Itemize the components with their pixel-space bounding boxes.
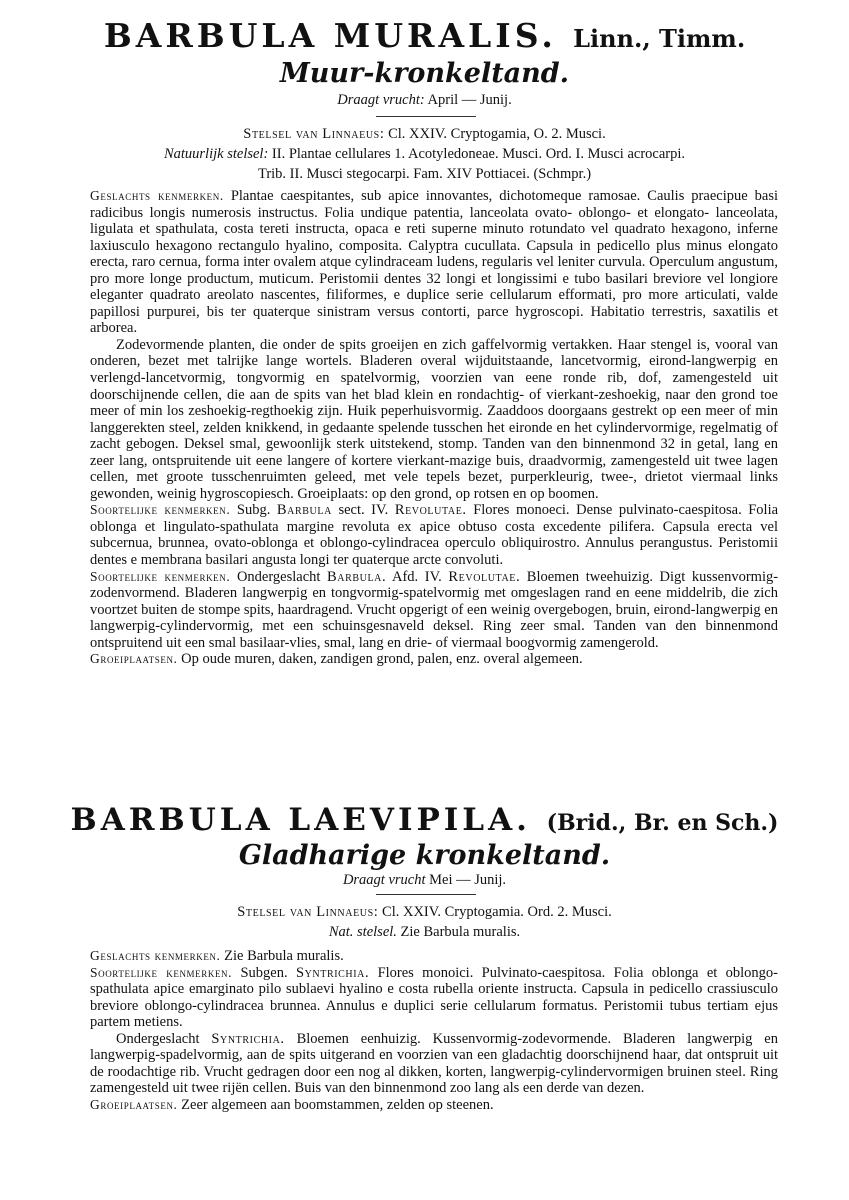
species-1-fruit-value: April — Junij. — [427, 92, 512, 108]
species-1-authors: Linn., Timm. — [573, 24, 746, 53]
species-1-habitat-text: Op oude muren, daken, zandigen grond, palen, enz. overal algemeen. — [181, 651, 583, 668]
species-1-species-section: sect. IV. — [338, 502, 389, 519]
species-1-genus-paragraph — [90, 188, 778, 337]
species-1-species-text: Flores monoeci. Dense pulvinato-caespitosa. Folia oblonga et lingulato-spathulata margine revoluta ex apice obtuso costa excedente pilifera. Capsula erecta vel subcernua, brunnea, ovato-oblonga et oblongo-cylindracea operculo obliquirostro. Annulus perangustus. Peristomii dentes e membrana basilari angusta longi ter quaterque arcte convoluti. — [90, 502, 779, 569]
species-1-habitat-paragraph — [90, 651, 778, 668]
species-2-species-paragraph — [90, 965, 778, 1031]
species-2-natural-system-line — [0, 924, 849, 941]
species-2-linnaeus-value: Cl. XXIV. Cryptogamia. Ord. 2. Musci. — [382, 904, 612, 920]
species-2-genus-paragraph — [90, 948, 778, 965]
species-1-fruit-line — [0, 92, 849, 109]
species-2-linnaeus-line — [0, 904, 849, 921]
species-1-linnaeus-label: Stelsel van Linnaeus: — [243, 126, 385, 142]
species-2-habitat-paragraph — [90, 1097, 778, 1114]
species-2-species-subgenus-name: Syntrichia. — [295, 964, 370, 981]
species-2-genus-label: Geslachts kenmerken. — [90, 948, 221, 963]
species-1-natural-value: II. Plantae cellulares 1. Acotyledoneae. Musci. Ord. I. Musci acrocarpi. — [271, 146, 686, 162]
species-1-genus-label: Geslachts kenmerken. — [90, 188, 224, 203]
species-1-dutch-subgenus-name: Barbula. — [327, 568, 387, 585]
species-2-title — [0, 802, 849, 838]
species-1-dutch-name: Muur-kronkeltand. — [279, 58, 570, 89]
species-2-dutch-subgenus: Ondergeslacht — [116, 1030, 200, 1047]
species-1-body — [90, 188, 778, 668]
species-1-genus-dutch-paragraph: Zodevormende planten, die onder de spits groeijen en zich gaffelvormig vertakken. Haar stengel is, vooral van onderen, bezet met talrijke lange wortels. Bladeren overal wijduitstaande, lancetvormig, eirond-langwerpig en verlengd-lancetvormig, tongvormig en spatelvormig, voorzien van eene ronde rib, dof, zamengesteld uit doorschijnende cellen, die aan de spits van het blad klein en rondachtig- of vierkant-zeshoekig, naar den grond toe meer of min los zeshoekig-regthoekig zijn. Huik peperhuisvormig. Zaaddoos doorgaans gestrekt op een meer of min langgerekten steel, zelden knikkend, in gedaante spelende tusschen het eironde en het cylindervormige, regelmatig of zacht gebogen. Deksel smal, gewoonlijk sterk uitstekend, stomp. Tanden van den binnenmond 32 in getal, lang en zeer lang, ontspruitende uit eene langere of kortere vierkant-mazige buis, draadvormig, zamengesteld uit twee lagen cellen, met groote tusschenruimten geleed, met vele tepels bezet, purperkleurig, twee-, drietot viermaal links gewonden, weinig hygroscopiesch. Groeiplaats: op den grond, op rotsen en op boomen. — [90, 336, 778, 502]
species-2-habitat-text: Zeer algemeen aan boomstammen, zelden op steenen. — [181, 1096, 494, 1113]
species-2-latin-name: BARBULA LAEVIPILA. — [70, 802, 531, 838]
species-1-species-label: Soortelijke kenmerken. — [90, 502, 231, 518]
species-1-genus-text: Plantae caespitantes, sub apice innovantes, dichotomeque ramosae. Caulis praecipue basi radicibus longis numerosis instructus. Folia undique patentia, lanceolata ovato- oblongo- et elongato- lanceolata, ligulata et spathulata, costa tereti instructa, opaca e reti superne minuto rotundato vel quadrato hexagono, inferne laxiusculo hexagono rectangulo hyalino, composita. Calyptra cucullata. Capsula in pedicello plus minus elongato erecta, raro cernua, forma inter ovalem atque cylindraceam ludens, regularis vel leniter curvula. Operculum angustum, pro more longe productum, muticum. Peristomii dentes 32 longi et longissimi e tubo basilari breviore vel longiore eleganter quadrato areolato nascentes, filiformes, e duplice serie cellularum efformati, pro more articulati, valde papillosi purpurei, bis ter quaterque sinistram versus contorti, parce hygroscopi. Habitatio terrestris, saxatilis et arborea. — [90, 188, 778, 337]
species-1-fruit-label: Draagt vrucht: — [337, 92, 425, 108]
species-1-species-subgenus-name: Barbula — [276, 502, 332, 519]
species-2-natural-label: Nat. stelsel. — [328, 924, 397, 940]
species-2-genus-text: Zie Barbula muralis. — [224, 948, 344, 964]
species-1-linnaeus-line — [0, 126, 849, 143]
species-2-dutch-subgenus-name: Syntrichia. — [211, 1030, 285, 1047]
species-1-species-paragraph — [90, 502, 778, 568]
species-2-species-subgenus: Subgen. — [240, 964, 288, 981]
species-2-dutch-paragraph — [90, 1031, 778, 1097]
species-2-dutch-name: Gladharige kronkeltand. — [238, 840, 611, 871]
species-2-natural-value: Zie Barbula muralis. — [400, 924, 521, 940]
species-1-title — [0, 16, 849, 56]
species-2-body — [90, 948, 778, 1113]
species-2-dutch-text: Bloemen eenhuizig. Kussenvormig-zodevormende. Bladeren langwerpig en langwerpig-spadelvormig, aan de spits uitgerand en voorzien van een gladachtig doorschijnend haar, dat ontspruit uit de roodachtige rib. Vrucht gedragen door een nog al dikken, korten, langwerpig-cylindervormigen bruinen steel. Ring zamengesteld uit twee rijën cellen. Buis van den binnenmond zoo lang als een derde van dezen. — [90, 1030, 778, 1097]
species-1-dutch-section: Afd. IV. — [392, 568, 442, 585]
species-2-linnaeus-label: Stelsel van Linnaeus: — [237, 904, 379, 920]
species-2-habitat-label: Groeiplaatsen. — [90, 1096, 178, 1112]
species-1-species-section-name: Revolutae. — [394, 502, 467, 519]
species-2-fruit-line — [0, 872, 849, 889]
species-2-authors: (Brid., Br. en Sch.) — [546, 810, 779, 836]
species-1-species-subgenus: Subg. — [236, 502, 271, 519]
species-1-tribe-line: Trib. II. Musci stegocarpi. Fam. XIV Pottiacei. (Schmpr.) — [257, 166, 592, 182]
species-1-species-dutch-label: Soortelijke kenmerken. — [90, 568, 231, 584]
species-2-divider — [376, 894, 476, 895]
species-1-habitat-label: Groeiplaatsen. — [90, 651, 178, 667]
species-2-species-label: Soortelijke kenmerken. — [90, 964, 233, 980]
species-2-species-text: Flores monoici. Pulvinato-caespitosa. Folia oblonga et oblongo-spathulata apice emarginato pilo sublaevi hyalino e costa rubella oriente instructa. Capsula in pedicello crassiusculo breviore oblongo-cylindracea brunnea. Annulus e duplici serie cellularum formatus. Peristomii tubus tertiam ejus partem metiens. — [90, 964, 778, 1031]
species-1-dutch-text: Bloemen tweehuizig. Digt kussenvormig-zodenvormend. Bladeren langwerpig en tongvormig-spatelvormig met omgeslagen rand en eene middelrib, die zich voortzet buiten de stompe spits, haardragend. Vrucht opgerigt of een weinig overgebogen, bruin, eirond-langwerpig en langwerpig-cylindervormig, met een schuinsgesnaveld deksel. Ring zeer smal. Tanden van den binnenmond ontspruitend uit een smal basilaar-vlies, smal, lang en drie- of viermaal boogvormig zamengerold. — [90, 568, 779, 651]
species-2-fruit-label: Draagt vrucht — [342, 872, 426, 888]
species-1-natural-label: Natuurlijk stelsel: — [163, 146, 269, 162]
species-1-divider — [376, 116, 476, 117]
species-1-linnaeus-value: Cl. XXIV. Cryptogamia, O. 2. Musci. — [388, 126, 606, 142]
species-1-natural-system-line — [0, 146, 849, 163]
species-1-species-dutch-paragraph — [90, 569, 778, 652]
species-1-latin-name: BARBULA MURALIS. — [103, 16, 557, 55]
species-2-fruit-value: Mei — Junij. — [429, 872, 507, 888]
species-1-dutch-section-name: Revolutae. — [448, 568, 521, 585]
species-1-dutch-subgenus: Ondergeslacht — [236, 568, 321, 585]
